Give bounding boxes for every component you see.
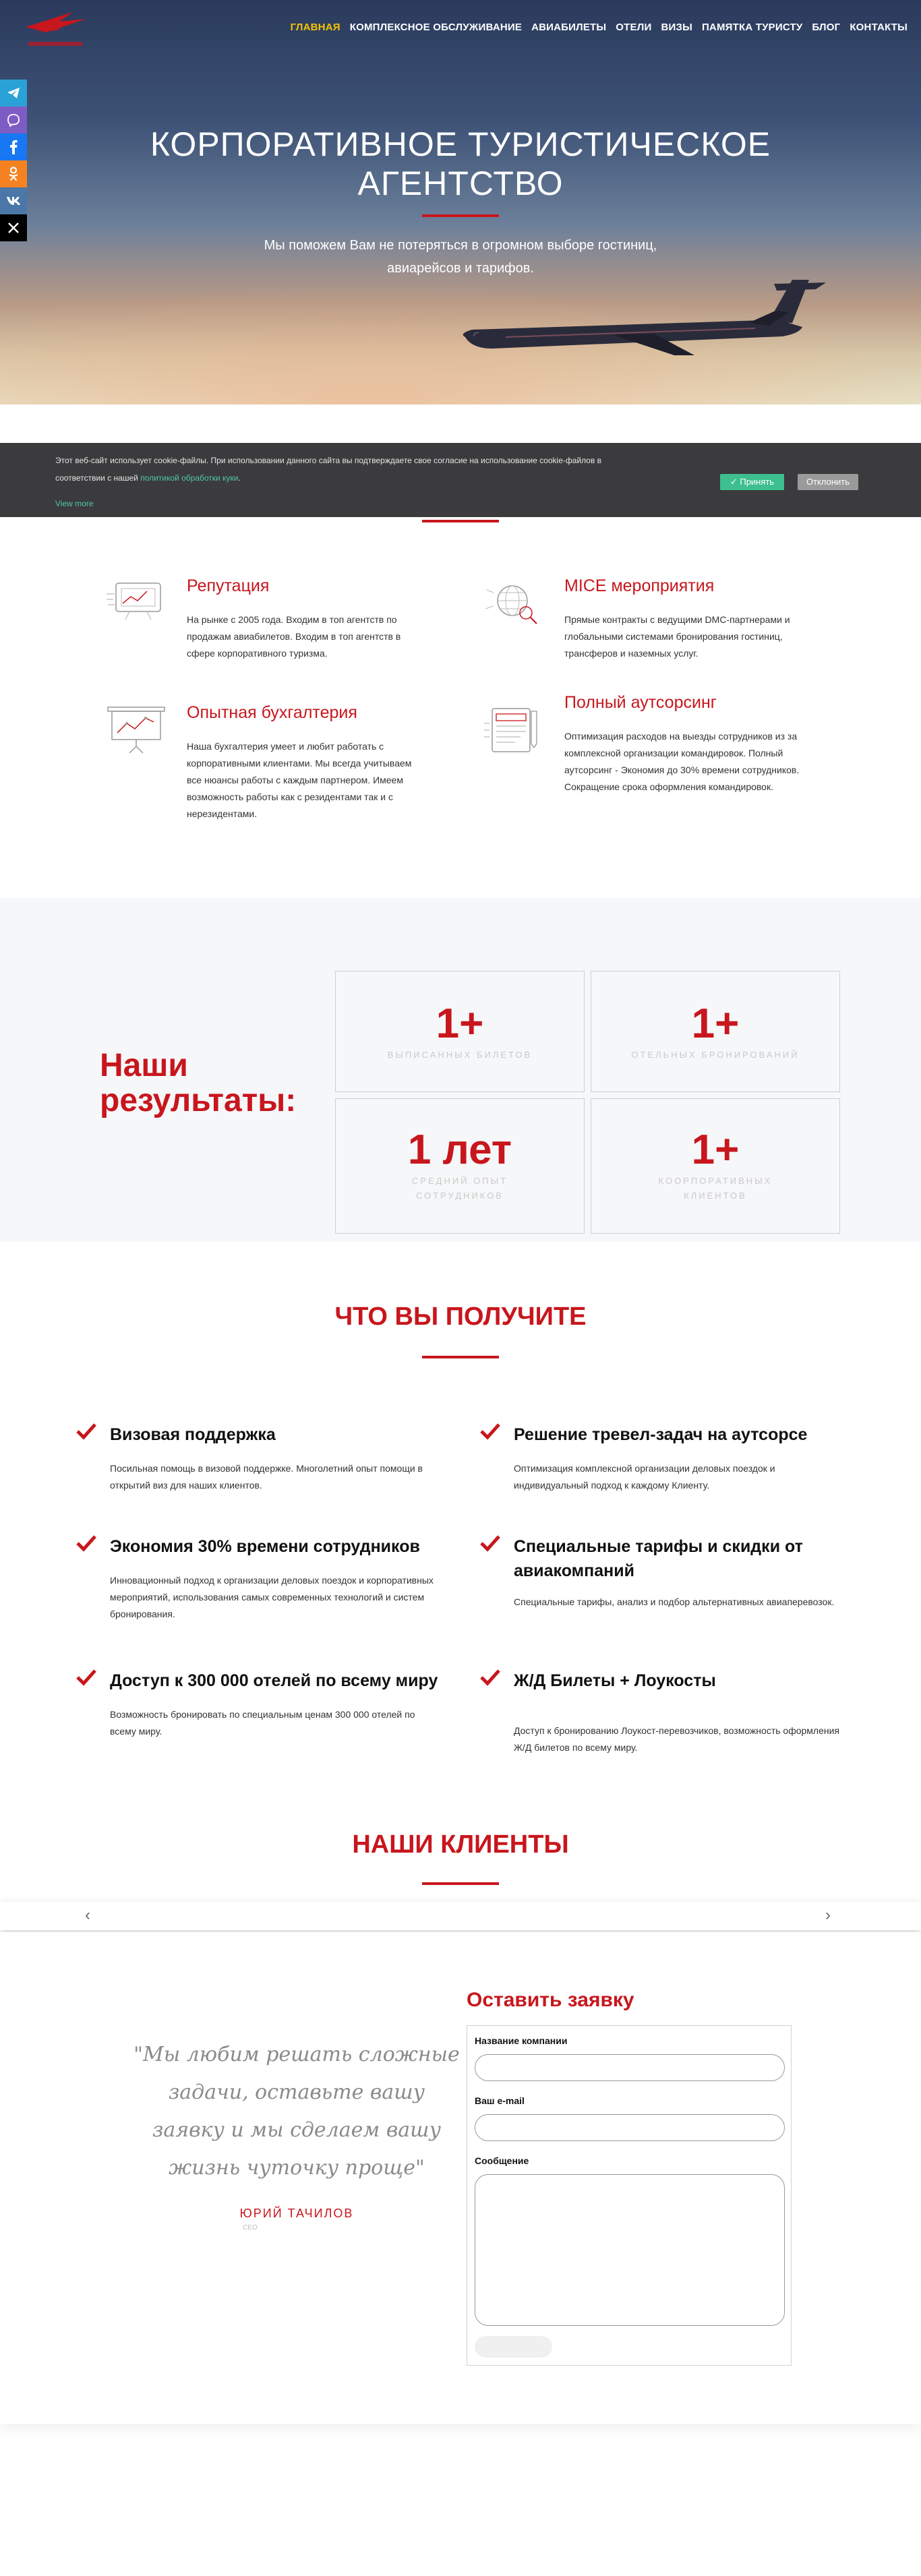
results-title bbox=[100, 1048, 296, 1118]
results-title-line2: результаты: bbox=[100, 1083, 297, 1118]
send-button[interactable]: Отправить bbox=[475, 2336, 552, 2358]
feature-outsourcing-title: Полный аутсорсинг bbox=[564, 693, 717, 712]
hero-section bbox=[0, 0, 921, 405]
result-label: ОТЕЛЬНЫХ БРОНИРОВАНИЙ bbox=[631, 1050, 800, 1060]
benefit-title: Визовая поддержка bbox=[110, 1425, 276, 1444]
result-card-experience bbox=[335, 1098, 585, 1234]
email-label: Ваш e-mail bbox=[475, 2095, 525, 2106]
section-divider bbox=[422, 520, 499, 522]
hero-title-line1: КОРПОРАТИВНОЕ ТУРИСТИЧЕСКОЕ bbox=[150, 125, 771, 163]
telegram-icon[interactable] bbox=[0, 80, 27, 107]
facebook-icon[interactable] bbox=[0, 133, 27, 160]
benefit-title: Специальные тарифы и скидки от авиакомпаний bbox=[514, 1537, 803, 1580]
result-card-tickets bbox=[335, 971, 585, 1092]
result-label-line2: КЛИЕНТОВ bbox=[684, 1191, 747, 1201]
company-name-input[interactable] bbox=[475, 2054, 785, 2081]
cookie-policy-link[interactable]: политикой обработки куки bbox=[140, 473, 239, 483]
feature-accounting-title: Опытная бухгалтерия bbox=[187, 703, 357, 722]
nav-tourist-memo[interactable]: ПАМЯТКА ТУРИСТУ bbox=[701, 22, 803, 33]
slider-prev-button[interactable]: ‹ bbox=[85, 1906, 90, 1924]
benefit-title: Решение тревел-задач на аутсорсе bbox=[514, 1425, 808, 1444]
checkmark-icon bbox=[76, 1534, 96, 1552]
benefit-text: Инновационный подход к организации деловых поездок и корпоративных мероприятий, использования самых современных технологий и систем бронирования. bbox=[110, 1575, 434, 1619]
nav-visas[interactable]: ВИЗЫ bbox=[661, 22, 692, 33]
form-title: Оставить заявку bbox=[467, 1989, 634, 2011]
feature-reputation-text: На рынке с 2005 года. Входим в топ агентств по продажам авиабилетов. Входим в топ агентств в сфере корпоративного туризма. bbox=[187, 614, 401, 659]
result-label-line1: КООРПОРАТИВНЫХ bbox=[658, 1176, 773, 1186]
cookie-view-more-link[interactable]: View more bbox=[55, 499, 94, 508]
nav-blog[interactable]: БЛОГ bbox=[812, 22, 841, 33]
hero-title bbox=[0, 125, 921, 203]
cookie-text-line2-prefix: соответствии с нашей bbox=[55, 473, 141, 483]
x-icon[interactable] bbox=[0, 214, 27, 241]
checkmark-icon bbox=[480, 1422, 500, 1440]
message-textarea[interactable] bbox=[475, 2174, 785, 2326]
presentation-board-icon bbox=[102, 703, 170, 757]
result-label: ВЫПИСАННЫХ БИЛЕТОВ bbox=[387, 1050, 533, 1060]
feature-reputation-title: Репутация bbox=[187, 576, 270, 595]
viber-icon[interactable] bbox=[0, 107, 27, 133]
feature-mice-text: Прямые контракты с ведущими DMC-партнерами и глобальными системами бронирования гостиниц, трансферов и наземных услуг. bbox=[564, 614, 790, 659]
results-title-line1: Наши bbox=[100, 1048, 188, 1083]
checkmark-icon bbox=[480, 1534, 500, 1552]
odnoklassniki-icon[interactable] bbox=[0, 160, 27, 187]
feature-outsourcing-text: Оптимизация расходов на выезды сотрудников из за комплексной организации командировок. Полный аутсорсинг - Экономия до 30% времени сотрудников. Сокращение срока оформления командировок. bbox=[564, 731, 800, 792]
nav-air-tickets[interactable]: АВИАБИЛЕТЫ bbox=[531, 22, 607, 33]
hero-subtitle-line1: Мы поможем Вам не потеряться в огромном выборе гостиниц, bbox=[264, 238, 657, 253]
slider-next-button[interactable]: › bbox=[825, 1906, 831, 1924]
chart-card-icon bbox=[102, 576, 170, 630]
quote-line4: жизнь чуточку проще" bbox=[169, 2156, 425, 2180]
clients-title: НАШИ КЛИЕНТЫ bbox=[352, 1830, 569, 1859]
hero-subtitle-line2: авиарейсов и тарифов. bbox=[387, 261, 534, 276]
result-card-hotels bbox=[591, 971, 840, 1092]
clients-divider bbox=[422, 1882, 499, 1885]
quote-author: ЮРИЙ ТАЧИЛОВ bbox=[239, 2207, 354, 2220]
result-card-clients bbox=[591, 1098, 840, 1234]
quote-author-role: CEO bbox=[243, 2224, 258, 2231]
nav-hotels[interactable]: ОТЕЛИ bbox=[616, 22, 652, 33]
cookie-text-line1: Этот веб-сайт использует cookie-файлы. При использовании данного сайта вы подтверждаете свое согласие на использование cookie-файлов в bbox=[55, 456, 602, 465]
benefit-text: Оптимизация комплексной организации деловых поездок и индивидуальный подход к каждому Клиенту. bbox=[514, 1463, 775, 1491]
result-value: 1+ bbox=[691, 1127, 740, 1173]
cookie-text-line2-suffix: . bbox=[238, 473, 241, 483]
hero-title-line2: АГЕНТСТВО bbox=[357, 164, 564, 202]
globe-search-icon bbox=[480, 576, 547, 630]
benefit-text: Возможность бронировать по специальным ценам 300 000 отелей по всему миру. bbox=[110, 1709, 415, 1737]
nav-home[interactable]: ГЛАВНАЯ bbox=[290, 22, 340, 33]
clients-slider bbox=[0, 1902, 921, 1930]
airplane-image bbox=[452, 273, 836, 361]
benefit-title: Экономия 30% времени сотрудников bbox=[110, 1537, 420, 1556]
company-logo[interactable] bbox=[19, 7, 93, 54]
checkmark-icon bbox=[76, 1422, 96, 1440]
nav-contacts[interactable]: КОНТАКТЫ bbox=[850, 22, 908, 33]
result-label-line1: СРЕДНИЙ ОПЫТ bbox=[411, 1176, 508, 1186]
benefit-text: Посильная помощь в визовой поддержке. Многолетний опыт помощи в открытий виз для наших клиентов. bbox=[110, 1463, 423, 1491]
cookie-text bbox=[55, 452, 703, 487]
main-nav bbox=[291, 22, 908, 33]
feature-mice-title: MICE мероприятия bbox=[564, 576, 715, 595]
message-label: Сообщение bbox=[475, 2155, 529, 2166]
benefit-title: Ж/Д Билеты + Лоукосты bbox=[514, 1671, 716, 1690]
quote-line2: задачи, оставьте вашу bbox=[168, 2080, 425, 2104]
benefits-title: ЧТО ВЫ ПОЛУЧИТЕ bbox=[334, 1302, 587, 1331]
documents-pen-icon bbox=[480, 703, 547, 757]
cookie-accept-button[interactable]: ✓ Принять bbox=[720, 474, 784, 490]
checkmark-icon bbox=[480, 1669, 500, 1686]
vk-icon[interactable] bbox=[0, 187, 27, 214]
result-value: 1 лет bbox=[407, 1127, 512, 1173]
cookie-decline-button[interactable]: Отклонить bbox=[798, 474, 858, 490]
quote-line3: заявку и мы сделаем вашу bbox=[152, 2118, 441, 2142]
ceo-quote bbox=[121, 2036, 472, 2187]
result-value: 1+ bbox=[436, 1000, 484, 1047]
benefit-title: Доступ к 300 000 отелей по всему миру bbox=[110, 1671, 438, 1690]
quote-line1: "Мы любим решать сложные bbox=[133, 2043, 460, 2066]
email-input[interactable] bbox=[475, 2114, 785, 2141]
benefits-divider bbox=[422, 1356, 499, 1358]
request-form bbox=[467, 2025, 792, 2366]
result-label-line2: СОТРУДНИКОВ bbox=[416, 1191, 504, 1201]
company-name-label: Название компании bbox=[475, 2035, 568, 2046]
benefit-text: Специальные тарифы, анализ и подбор альтернативных авиаперевозок. bbox=[514, 1596, 835, 1607]
checkmark-icon bbox=[76, 1669, 96, 1686]
nav-complex-service[interactable]: КОМПЛЕКСНОЕ ОБСЛУЖИВАНИЕ bbox=[349, 22, 523, 33]
feature-accounting-text: Наша бухгалтерия умеет и любит работать с корпоративными клиентами. Мы всегда учитываем все нюансы работы с каждым партнером. Имеем возможность работы как с резидентами так и с нерезидентами. bbox=[187, 741, 412, 819]
result-value: 1+ bbox=[691, 1000, 740, 1047]
hero-divider bbox=[422, 214, 499, 217]
benefit-text: Доступ к бронированию Лоукост-перевозчиков, возможность оформления Ж/Д билетов по всему миру. bbox=[514, 1725, 840, 1753]
share-bar bbox=[0, 80, 27, 241]
